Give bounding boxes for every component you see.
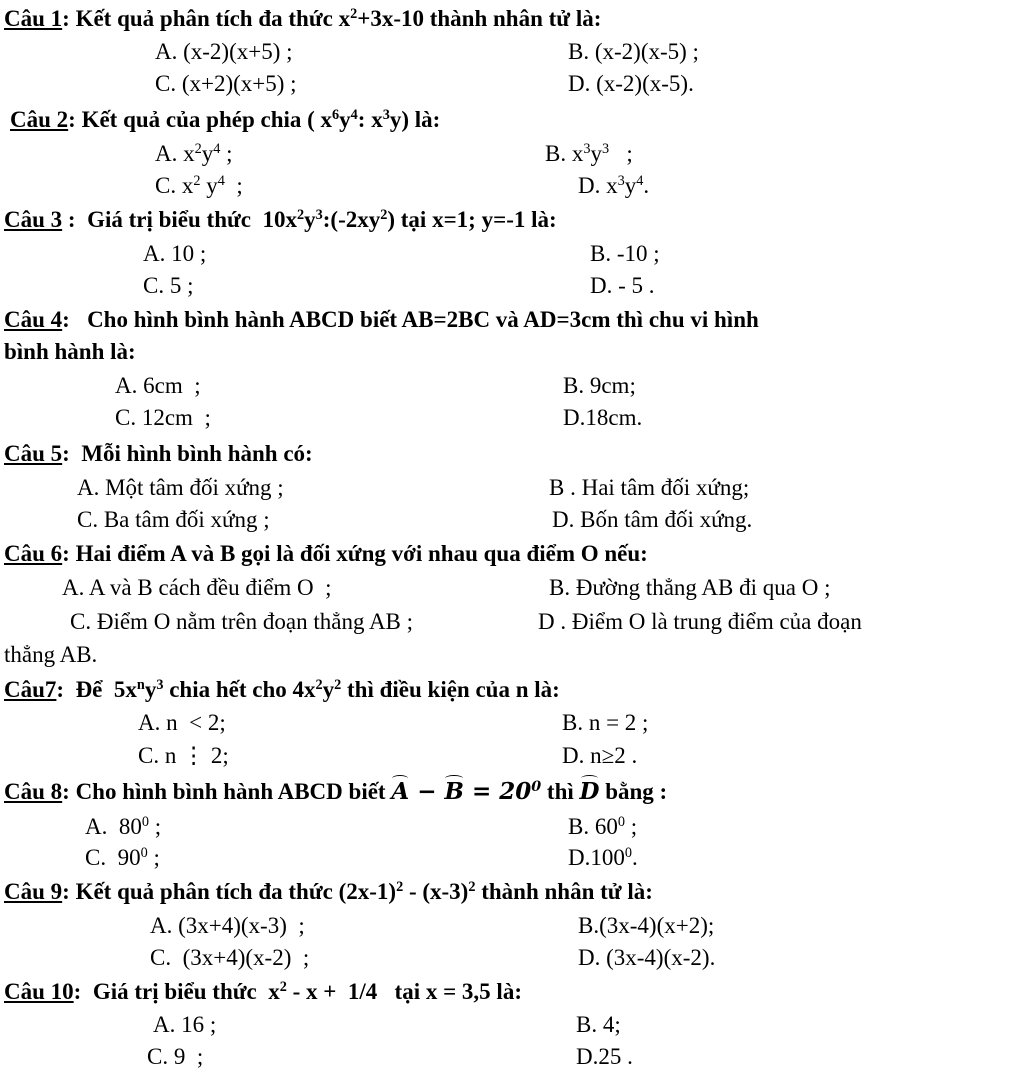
degree-exponent: 0: [141, 814, 149, 831]
q3-option-a: A. 10 ;: [143, 241, 207, 266]
degree-exponent: 0: [140, 845, 148, 862]
variable: y: [201, 141, 214, 166]
option-text-end: ;: [224, 173, 243, 198]
q9-option-d: D. (3x-4)(x-2).: [578, 945, 716, 970]
exponent: n: [136, 677, 145, 694]
q2-option-c: [155, 174, 243, 197]
question-6: [4, 542, 648, 565]
exponent: 3: [156, 677, 164, 694]
minus-sign: −: [409, 778, 445, 805]
q1-option-c: C. (x+2)(x+5) ;: [155, 71, 297, 96]
variable: y: [200, 173, 218, 198]
q8-option-d: [568, 846, 638, 869]
q4-option-a: A. 6cm ;: [115, 373, 201, 398]
q9-option-a: A. (3x+4)(x-3) ;: [150, 913, 305, 938]
question-7-text-mid: chia hết cho 4x: [163, 677, 316, 702]
exponent: 3: [583, 141, 591, 158]
question-2-text: : Kết quả của phép chia ( x: [68, 107, 333, 132]
option-text: D.100: [568, 845, 625, 870]
q6-option-d-cont: thẳng AB.: [4, 642, 98, 667]
option-text-end: ;: [147, 845, 160, 870]
question-10-label: Câu 10: [4, 979, 74, 1004]
option-text-end: ;: [149, 814, 162, 839]
option-text-end: ;: [624, 814, 638, 839]
q7-option-c: C. n ⋮ 2;: [138, 743, 229, 768]
angle-b-symbol: B: [444, 778, 464, 805]
q5-option-c: C. Ba tâm đối xứng ;: [77, 507, 270, 532]
degree-exponent: 0: [531, 779, 542, 796]
q8-option-c: [85, 846, 160, 869]
degree-exponent: 0: [617, 814, 625, 831]
q5-option-a: A. Một tâm đối xứng ;: [77, 475, 284, 500]
question-4-text: : Cho hình bình hành ABCD biết AB=2BC và AD=3cm thì chu vi hình: [62, 307, 759, 332]
question-7-text-end: thì điều kiện của n là:: [341, 677, 560, 702]
question-5-text: : Mỗi hình bình hành có:: [62, 441, 313, 466]
exponent: 3: [315, 207, 323, 224]
q2-option-d: [578, 174, 649, 197]
q3-option-c: C. 5 ;: [143, 273, 194, 298]
q7-option-b: B. n = 2 ;: [562, 710, 649, 735]
question-8-text-end: bằng :: [599, 779, 668, 804]
q7-option-a: A. n < 2;: [138, 710, 226, 735]
q2-option-b: [545, 142, 633, 165]
exponent: 2: [194, 141, 202, 158]
q5-option-b: B . Hai tâm đối xứng;: [549, 475, 750, 500]
question-9-text-mid: - (x-3): [403, 879, 469, 904]
q10-option-b: B. 4;: [576, 1012, 621, 1037]
variable: y: [144, 677, 157, 702]
variable: y: [339, 107, 351, 132]
exponent: 4: [217, 173, 225, 190]
question-5-label: Câu 5: [4, 441, 63, 466]
question-9-text: : Kết quả phân tích đa thức (2x-1): [62, 879, 397, 904]
exponent: 4: [636, 173, 644, 190]
question-8-text: : Cho hình bình hành ABCD biết: [62, 779, 392, 804]
option-text: D. x: [578, 173, 618, 198]
question-3: [4, 208, 557, 231]
operator-text: :(-2xy: [322, 207, 381, 232]
question-3-label: Câu 3: [4, 207, 63, 232]
q6-option-b: B. Đường thẳng AB đi qua O ;: [549, 575, 831, 600]
question-5: [4, 442, 313, 465]
variable: y: [590, 141, 602, 166]
equation-value: = 20: [463, 778, 532, 805]
exponent: 4: [350, 107, 358, 124]
q1-option-b: B. (x-2)(x-5) ;: [568, 39, 699, 64]
q7-option-d: D. n≥2 .: [562, 743, 638, 768]
exponent: 2: [334, 677, 342, 694]
question-4-text-cont: bình hành là:: [4, 339, 136, 364]
question-2-label: Câu 2: [10, 107, 69, 132]
question-10: [4, 980, 522, 1003]
q9-option-b: B.(3x-4)(x+2);: [578, 913, 715, 938]
exponent: 2: [350, 6, 358, 23]
angle-d-symbol: D: [579, 778, 600, 805]
q10-option-a: A. 16 ;: [153, 1012, 217, 1037]
q5-option-d: D. Bốn tâm đối xứng.: [552, 507, 753, 532]
exponent: 3: [382, 107, 390, 124]
exponent: 3: [601, 141, 610, 158]
q4-option-c: C. 12cm ;: [115, 405, 211, 430]
q6-option-a: A. A và B cách đều điểm O ;: [62, 575, 332, 600]
q3-option-d: D. - 5 .: [590, 273, 655, 298]
option-text: B. 60: [568, 814, 618, 839]
option-text: C. 90: [85, 845, 141, 870]
question-4-label: Câu 4: [4, 307, 63, 332]
q1-option-d: D. (x-2)(x-5).: [568, 71, 694, 96]
question-8: [4, 780, 667, 803]
question-9: [4, 880, 653, 903]
exponent: 2: [297, 207, 305, 224]
question-9-text-end: thành nhân tử là:: [475, 879, 653, 904]
q10-option-c: C. 9 ;: [147, 1044, 204, 1069]
exponent: 2: [380, 207, 388, 224]
question-2: [10, 108, 440, 131]
option-text: B. x: [545, 141, 584, 166]
q8-option-a: [85, 815, 161, 838]
q6-option-d: D . Điểm O là trung điểm của đoạn: [538, 609, 862, 634]
question-10-text-end: - x + 1/4 tại x = 3,5 là:: [286, 979, 522, 1004]
question-8-text-mid: thì: [541, 779, 580, 804]
variable: y: [624, 173, 637, 198]
exponent: 2: [315, 677, 323, 694]
exponent: 3: [617, 173, 625, 190]
question-9-label: Câu 9: [4, 879, 63, 904]
q9-option-c: C. (3x+4)(x-2) ;: [150, 945, 310, 970]
question-7: [4, 678, 560, 701]
question-4: [4, 308, 759, 331]
option-text-end: .: [632, 845, 638, 870]
exponent: 2: [279, 979, 287, 996]
question-7-label: Câu7: [4, 677, 57, 702]
exponent: 2: [193, 173, 201, 190]
question-10-text: : Giá trị biểu thức x: [73, 979, 280, 1004]
q6-option-c: C. Điểm O nằm trên đoạn thẳng AB ;: [70, 609, 414, 634]
q10-option-d: D.25 .: [576, 1044, 633, 1069]
exponent: 6: [332, 107, 340, 124]
q4-option-d: D.18cm.: [563, 405, 643, 430]
degree-exponent: 0: [624, 845, 632, 862]
option-text: C. x: [155, 173, 194, 198]
question-1-text: : Kết quả phân tích đa thức x: [62, 6, 351, 31]
option-text-end: ;: [609, 141, 633, 166]
question-2-text-end: y) là:: [389, 107, 441, 132]
option-text-end: .: [643, 173, 650, 198]
option-text: A. 80: [85, 814, 142, 839]
exponent: 4: [213, 141, 221, 158]
question-6-text: : Hai điểm A và B gọi là đối xứng với nhau qua điểm O nếu:: [62, 541, 648, 566]
option-text: A. x: [155, 141, 195, 166]
exponent: 2: [468, 879, 476, 896]
q1-option-a: A. (x-2)(x+5) ;: [155, 39, 293, 64]
question-7-text: : Để 5x: [56, 677, 137, 702]
question-3-text: : Giá trị biểu thức 10x: [62, 207, 297, 232]
variable: y: [322, 677, 335, 702]
variable: y: [304, 207, 316, 232]
question-1-text-end: +3x-10 thành nhân tử là:: [357, 6, 602, 31]
question-1-label: Câu 1: [4, 6, 63, 31]
option-text-end: ;: [220, 141, 233, 166]
question-8-label: Câu 8: [4, 779, 63, 804]
q4-option-b: B. 9cm;: [563, 373, 636, 398]
question-1: [4, 7, 601, 30]
operator-text: : x: [357, 107, 383, 132]
q8-option-b: [568, 815, 637, 838]
q2-option-a: [155, 142, 233, 165]
angle-a-symbol: A: [391, 778, 410, 805]
q3-option-b: B. -10 ;: [590, 241, 660, 266]
exponent: 2: [396, 879, 404, 896]
question-3-text-end: ) tại x=1; y=-1 là:: [387, 207, 557, 232]
question-6-label: Câu 6: [4, 541, 63, 566]
